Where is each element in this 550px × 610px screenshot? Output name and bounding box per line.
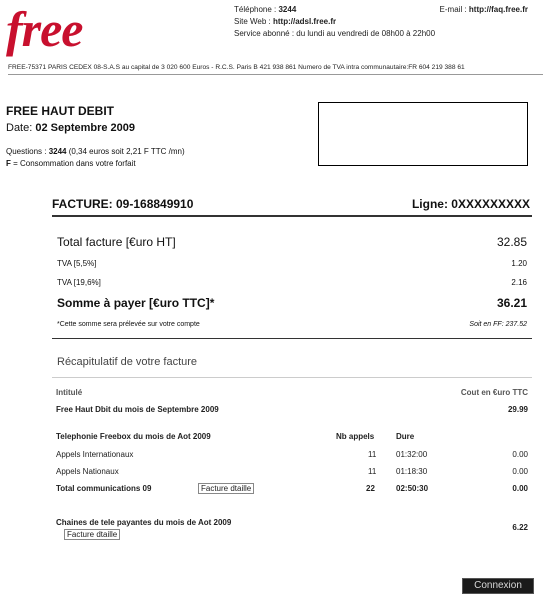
total-comm-label: Total communications 09 <box>56 484 152 493</box>
total-comm-duree: 02:50:30 <box>396 484 429 493</box>
telephone-label: Téléphone : <box>234 5 279 14</box>
date-label: Date: <box>6 122 36 134</box>
amount-due-label: Somme à payer [€uro TTC]* <box>57 296 215 310</box>
row-label: Appels Internationaux <box>56 450 134 459</box>
telephone-info <box>234 4 296 16</box>
invoice-number: FACTURE: 09-168849910 <box>52 197 194 211</box>
questions-label: Questions : <box>6 147 49 156</box>
row-label: Appels Nationaux <box>56 467 119 476</box>
connexion-button[interactable]: Connexion <box>462 578 534 594</box>
total-row <box>57 235 527 251</box>
col-cout: Cout en €uro TTC <box>460 388 528 397</box>
site-info <box>234 16 336 28</box>
payment-note-row <box>57 321 527 331</box>
telephone-value: 3244 <box>278 5 297 14</box>
date-value: 02 Septembre 2009 <box>35 122 136 134</box>
questions-rate: (0,34 euros soit 2,21 F TTC /mn) <box>66 147 185 156</box>
row-duree: 01:18:30 <box>396 467 428 476</box>
email-info <box>440 4 528 16</box>
total-comm-nb: 22 <box>366 484 375 493</box>
col-duree: Dure <box>396 432 415 441</box>
divider <box>52 377 532 378</box>
page-title: FREE HAUT DEBIT <box>6 104 114 118</box>
f-legend: = Consommation dans votre forfait <box>10 159 136 168</box>
tv-detailed-invoice-link[interactable]: Facture dtaille <box>64 529 120 540</box>
address-box <box>318 102 528 166</box>
tva2-label: TVA [19,6%] <box>57 278 101 287</box>
tva2-value: 2.16 <box>511 278 527 287</box>
invoice-date <box>6 122 135 134</box>
total-value: 32.85 <box>496 235 527 249</box>
col-intitule: Intitulé <box>56 388 83 397</box>
row-cout: 0.00 <box>512 450 528 459</box>
faq-link[interactable]: http://faq.free.fr <box>468 5 528 14</box>
row-duree: 01:32:00 <box>396 450 428 459</box>
invoice-line: Ligne: 0XXXXXXXXX <box>411 197 530 211</box>
row-cout: 0.00 <box>512 467 528 476</box>
haut-debit-value: 29.99 <box>507 405 528 414</box>
tva1-value: 1.20 <box>511 259 527 268</box>
divider <box>52 338 532 339</box>
legal-line: FREE-75371 PARIS CEDEX 08-S.A.S au capital de 3 020 600 Euros - R.C.S. Paris B 421 938 861 Numero de TVA intra communautaire:FR 604 219 388 61 <box>8 64 543 75</box>
tv-label: Chaines de tele payantes du mois de Aot 2009 <box>56 518 232 527</box>
telephony-header: Telephonie Freebox du mois de Aot 2009 <box>56 432 211 441</box>
recap-title: Récapitulatif de votre facture <box>57 356 198 368</box>
questions-info <box>6 146 185 170</box>
detailed-invoice-link[interactable]: Facture dtaille <box>198 483 254 494</box>
payment-note: *Cette somme sera prélevée sur votre compte <box>57 321 200 328</box>
amount-due-value: 36.21 <box>496 296 527 310</box>
tva1-row <box>57 259 527 271</box>
service-hours: Service abonné : du lundi au vendredi de 08h00 à 22h00 <box>234 29 436 38</box>
invoice-header <box>52 197 532 217</box>
f-letter: F <box>6 159 11 168</box>
total-comm-cout: 0.00 <box>512 484 528 493</box>
haut-debit-label: Free Haut Dbit du mois de Septembre 2009 <box>56 405 219 414</box>
col-nb-appels: Nb appels <box>336 432 375 441</box>
site-label: Site Web : <box>234 17 273 26</box>
email-label: E-mail : <box>439 5 469 14</box>
tva1-label: TVA [5,5%] <box>57 259 97 268</box>
tva2-row <box>57 278 527 290</box>
tv-value: 6.22 <box>512 523 528 532</box>
questions-value: 3244 <box>48 147 67 156</box>
francs-amount: Soit en FF: 237.52 <box>469 321 527 328</box>
site-link[interactable]: http://adsl.free.fr <box>272 17 337 26</box>
row-nb: 11 <box>368 467 377 476</box>
amount-due-row <box>57 296 527 312</box>
total-label: Total facture [€uro HT] <box>57 235 176 249</box>
row-nb: 11 <box>368 450 377 459</box>
free-logo: free <box>6 1 83 57</box>
